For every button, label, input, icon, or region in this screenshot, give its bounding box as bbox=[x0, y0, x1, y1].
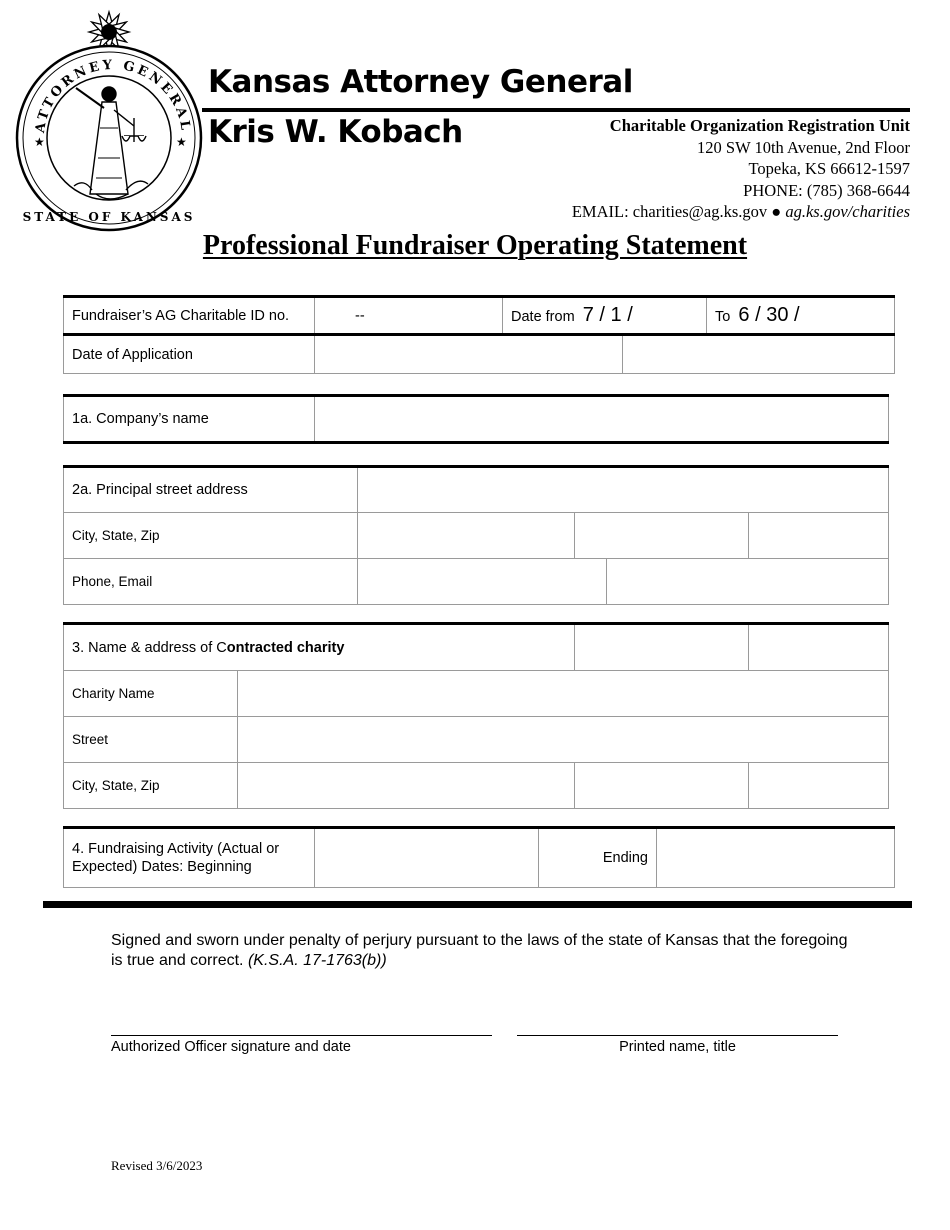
id-dates-table bbox=[63, 295, 895, 374]
beginning-date-field[interactable] bbox=[315, 828, 539, 888]
email-address[interactable]: EMAIL: charities@ag.ks.gov bbox=[571, 202, 768, 221]
svg-text:STATE OF KANSAS: STATE OF KANSAS bbox=[22, 210, 196, 224]
statute-citation: (K.S.A. 17-1763(b)) bbox=[247, 952, 387, 969]
date-to-label: To bbox=[715, 309, 731, 325]
id-field[interactable]: -- bbox=[315, 297, 503, 335]
unit-name: Charitable Organization Registration Unit bbox=[609, 116, 910, 135]
company-table bbox=[63, 394, 889, 444]
charity-street-label: Street bbox=[64, 717, 238, 763]
company-name-label: 1a. Company’s name bbox=[64, 396, 315, 443]
city-state-zip-label: City, State, Zip bbox=[64, 513, 358, 559]
state-field[interactable] bbox=[575, 513, 749, 559]
application-date-extra-field[interactable] bbox=[623, 335, 895, 374]
signature-line[interactable] bbox=[111, 1035, 492, 1036]
activity-dates-label: 4. Fundraising Activity (Actual or Expected) Dates: Beginning bbox=[64, 828, 315, 888]
principal-address-label: 2a. Principal street address bbox=[64, 467, 358, 513]
contact-block bbox=[572, 115, 910, 223]
svg-text:★: ★ bbox=[176, 135, 187, 149]
email-website-line bbox=[572, 201, 910, 223]
kansas-ag-seal bbox=[14, 8, 204, 234]
charity-name-field[interactable] bbox=[238, 671, 889, 717]
phone-number: PHONE: (785) 368-6644 bbox=[743, 180, 910, 200]
form-title: Professional Fundraiser Operating Statement bbox=[202, 230, 748, 261]
bullet-separator: ● bbox=[771, 202, 782, 221]
signature-label: Authorized Officer signature and date bbox=[111, 1039, 351, 1055]
charity-city-field[interactable] bbox=[238, 763, 575, 809]
attestation-text: Signed and sworn under penalty of perjury pursuant to the laws of the state of Kansas that the foregoing is true and correct. (K.S.A. 17-1763(b)) bbox=[111, 932, 848, 969]
date-from-label: Date from bbox=[511, 309, 575, 325]
phone-field[interactable] bbox=[358, 559, 607, 605]
activity-table bbox=[63, 826, 895, 888]
charity-zip-field[interactable] bbox=[749, 763, 889, 809]
city-address: Topeka, KS 66612-1597 bbox=[748, 159, 910, 178]
phone-email-label: Phone, Email bbox=[64, 559, 358, 605]
printed-name-label: Printed name, title bbox=[619, 1039, 736, 1055]
charity-city-state-zip-label: City, State, Zip bbox=[64, 763, 238, 809]
charity-extra-field-1[interactable] bbox=[575, 624, 749, 671]
charity-state-field[interactable] bbox=[575, 763, 749, 809]
website-link[interactable]: ag.ks.gov/charities bbox=[785, 202, 910, 221]
charity-name-label: Charity Name bbox=[64, 671, 238, 717]
charity-table bbox=[63, 622, 889, 809]
date-from-field[interactable] bbox=[503, 297, 707, 335]
date-from-value: 7 / 1 / bbox=[582, 304, 633, 326]
charity-extra-field-2[interactable] bbox=[749, 624, 889, 671]
office-title: Kansas Attorney General bbox=[208, 64, 633, 100]
application-date-label: Date of Application bbox=[64, 335, 315, 374]
address-table bbox=[63, 465, 889, 605]
ending-date-field[interactable] bbox=[657, 828, 895, 888]
contracted-charity-label: 3. Name & address of Contracted charity bbox=[64, 624, 575, 671]
street-address: 120 SW 10th Avenue, 2nd Floor bbox=[697, 137, 910, 157]
company-name-field[interactable] bbox=[315, 396, 889, 443]
application-date-field[interactable] bbox=[315, 335, 623, 374]
svg-text:★: ★ bbox=[34, 135, 45, 149]
revision-date: Revised 3/6/2023 bbox=[111, 1158, 203, 1173]
date-to-field[interactable] bbox=[707, 297, 895, 335]
email-field[interactable] bbox=[607, 559, 889, 605]
ending-label: Ending bbox=[539, 828, 657, 888]
principal-address-field[interactable] bbox=[358, 467, 889, 513]
date-to-value: 6 / 30 / bbox=[738, 304, 800, 326]
attorney-general-name: Kris W. Kobach bbox=[208, 114, 463, 150]
id-label: Fundraiser’s AG Charitable ID no. bbox=[64, 297, 315, 335]
svg-text:ATTORNEY GENERAL: ATTORNEY GENERAL bbox=[33, 57, 193, 134]
header-divider bbox=[202, 108, 910, 112]
city-field[interactable] bbox=[358, 513, 575, 559]
printed-name-line[interactable] bbox=[517, 1035, 838, 1036]
section-divider bbox=[43, 901, 912, 908]
zip-field[interactable] bbox=[749, 513, 889, 559]
charity-street-field[interactable] bbox=[238, 717, 889, 763]
